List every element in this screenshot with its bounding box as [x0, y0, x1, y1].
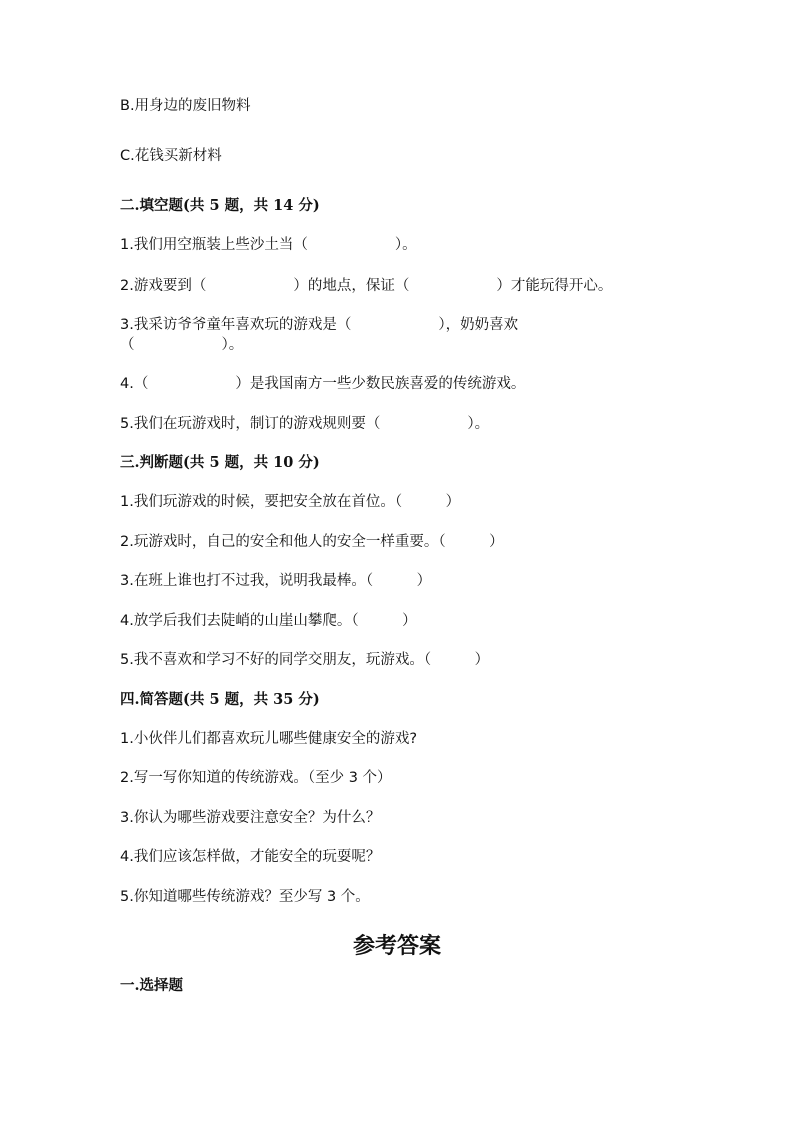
answers-section1-heading: 一.选择题 — [120, 977, 184, 994]
judge-question-3: 3.在班上谁也打不过我，说明我最棒。（ ） — [120, 573, 432, 589]
judge-question-4: 4.放学后我们去陡峭的山崖山攀爬。（ ） — [120, 613, 417, 629]
fill-question-3-line1: 3.我采访爷爷童年喜欢玩的游戏是（ ），奶奶喜欢 — [120, 317, 519, 333]
option-c: C.花钱买新材料 — [120, 148, 222, 164]
fill-question-4: 4.（ ）是我国南方一些少数民族喜爱的传统游戏。 — [120, 376, 526, 392]
fill-question-1: 1.我们用空瓶装上些沙土当（ ）。 — [120, 237, 417, 253]
short-question-1: 1.小伙伴儿们都喜欢玩儿哪些健康安全的游戏? — [120, 731, 418, 747]
section2-heading: 二.填空题(共 5 题，共 14 分) — [120, 197, 320, 214]
fill-question-3-line2: （ ）。 — [120, 337, 244, 353]
short-question-3: 3.你认为哪些游戏要注意安全？为什么？ — [120, 810, 381, 826]
short-question-2: 2.写一写你知道的传统游戏。（至少 3 个） — [120, 770, 392, 786]
fill-question-2: 2.游戏要到（ ）的地点，保证（ ）才能玩得开心。 — [120, 278, 613, 294]
judge-question-5: 5.我不喜欢和学习不好的同学交朋友，玩游戏。（ ） — [120, 652, 490, 668]
short-question-5: 5.你知道哪些传统游戏？至少写 3 个。 — [120, 889, 370, 905]
section4-heading: 四.简答题(共 5 题，共 35 分) — [120, 691, 320, 708]
answers-title: 参考答案 — [352, 933, 441, 959]
short-question-4: 4.我们应该怎样做，才能安全的玩耍呢？ — [120, 849, 381, 865]
section3-heading: 三.判断题(共 5 题，共 10 分) — [120, 454, 320, 471]
judge-question-1: 1.我们玩游戏的时候，要把安全放在首位。（ ） — [120, 494, 461, 510]
judge-question-2: 2.玩游戏时，自己的安全和他人的安全一样重要。（ ） — [120, 534, 504, 550]
fill-question-5: 5.我们在玩游戏时，制订的游戏规则要（ ）。 — [120, 416, 490, 432]
option-b: B.用身边的废旧物料 — [120, 98, 251, 114]
